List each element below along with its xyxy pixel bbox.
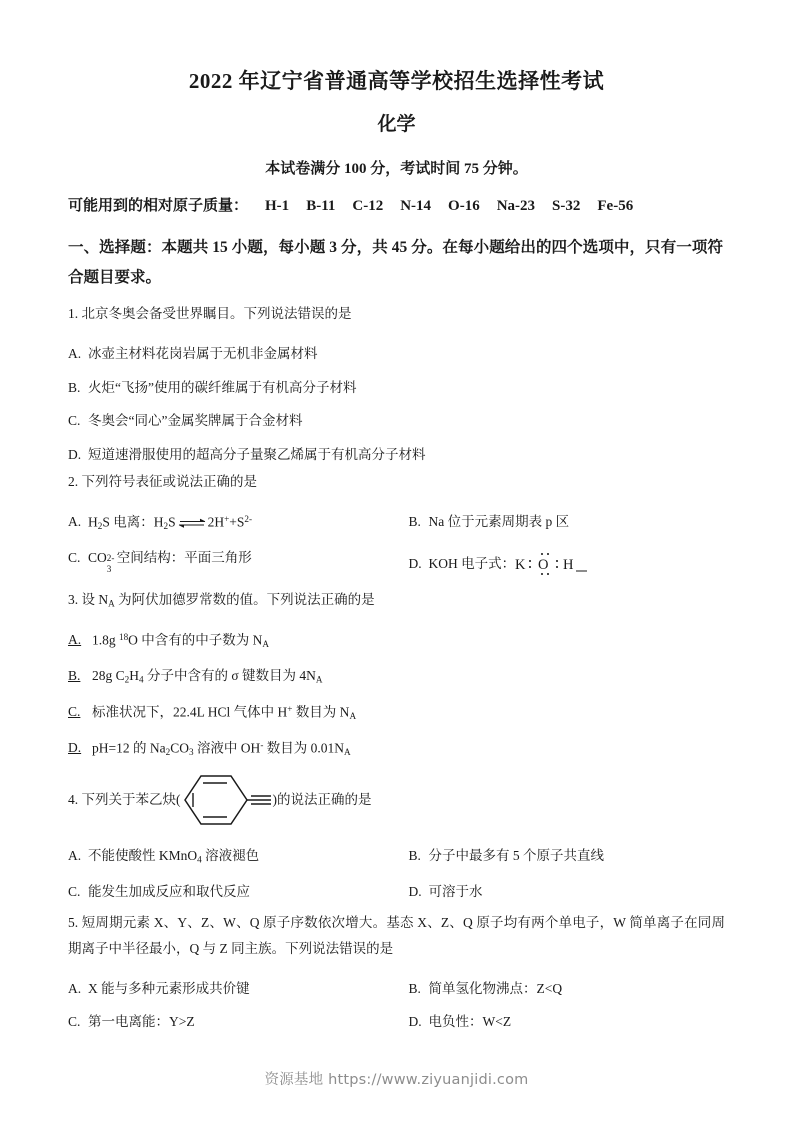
atomic-mass-c: C-12 — [352, 198, 384, 215]
question-stem — [68, 898, 725, 961]
option-text: 第一电离能：Y>Z — [88, 1014, 195, 1030]
option-text: 冰壶主材料花岗岩属于无机非金属材料 — [88, 346, 318, 362]
svg-text:K: K — [515, 556, 526, 573]
option-letter: B. — [68, 668, 81, 684]
question-stem-text: 北京冬奥会备受世界瞩目。下列说法错误的是 — [81, 306, 352, 322]
option-c[interactable] — [68, 995, 397, 1029]
option-letter: C. — [68, 549, 81, 565]
option-text: pH=12 的 $Na_2CO_3$ 溶液中 OH- 数目为 $0.01N_A$ — [92, 739, 351, 757]
atomic-mass-label: 可能用到的相对原子质量： — [68, 198, 249, 215]
question-stem — [68, 579, 725, 613]
option-list — [68, 829, 725, 898]
option-a[interactable] — [68, 829, 397, 865]
atomic-mass-h: H-1 — [265, 198, 290, 215]
option-row — [68, 721, 725, 757]
option-row — [68, 531, 725, 579]
option-letter: B. — [408, 980, 421, 996]
option-b[interactable] — [68, 649, 725, 685]
option-letter: D. — [408, 555, 422, 571]
option-d[interactable] — [397, 865, 726, 899]
question-number: 4. — [68, 792, 79, 808]
section-heading: 一、选择题：本题共 15 小题，每小题 3 分，共 45 分。在每小题给出的四个选项中，只有一项符合题目要求。 — [68, 238, 723, 287]
option-letter: A. — [68, 980, 82, 996]
option-list — [68, 327, 725, 461]
question-number: 2. — [68, 474, 79, 490]
subject-title: 化学 — [377, 114, 416, 136]
svg-text:O: O — [538, 556, 549, 573]
page-title: 2022 年辽宁省普通高等学校招生选择性考试 — [188, 69, 605, 93]
option-list — [68, 495, 725, 579]
option-c[interactable] — [68, 531, 397, 579]
atomic-mass-b: B-11 — [306, 198, 336, 215]
questions-container — [0, 293, 793, 1028]
question-block — [68, 293, 725, 461]
option-text-carbonate: CO 2- 3 空间结构：平面三角形 — [88, 549, 252, 574]
option-row — [68, 962, 725, 996]
option-text-lewis — [429, 551, 592, 579]
question-number: 5. — [68, 915, 79, 931]
option-d[interactable] — [397, 995, 726, 1029]
question-block — [68, 579, 725, 757]
option-text: 分子中最多有 5 个原子共直线 — [428, 848, 604, 864]
atomic-mass-line — [0, 179, 793, 217]
option-text: 火炬“飞扬”使用的碳纤维属于有机高分子材料 — [88, 379, 357, 395]
option-c[interactable] — [68, 394, 725, 428]
option-text: 1.8g $^{18}$O 中含有的中子数为 $N_A$ — [92, 631, 270, 649]
stem-subscript: A — [108, 598, 115, 609]
option-letter: D. — [408, 883, 422, 899]
option-text: 电负性：W<Z — [428, 1014, 512, 1030]
option-d[interactable] — [68, 721, 725, 757]
option-row — [68, 829, 725, 865]
option-text: X 能与多种元素形成共价键 — [88, 980, 250, 996]
option-row — [68, 428, 725, 462]
option-d[interactable] — [68, 428, 725, 462]
option-row — [68, 327, 725, 361]
exam-meta: 本试卷满分 100 分，考试时间 75 分钟。 — [265, 160, 528, 177]
option-text: 28g $C_2H_4$ 分子中含有的 σ 键数目为 $4N_A$ — [92, 668, 323, 685]
question-block — [68, 757, 725, 898]
question-number: 3. — [68, 591, 79, 607]
equilibrium-arrow-icon — [177, 517, 207, 529]
option-text: Na 位于元素周期表 p 区 — [428, 513, 570, 529]
option-row — [68, 495, 725, 531]
option-b[interactable] — [397, 829, 726, 865]
option-text: 标准状况下，22.4L HCl 气体中 H+ 数目为 $N_A$ — [92, 703, 357, 721]
option-row — [68, 649, 725, 685]
option-row — [68, 865, 725, 899]
option-letter: B. — [408, 513, 421, 529]
option-letter: B. — [68, 379, 81, 395]
option-text-ionization: $H_2S$ 电离：$H_2S$ $2H^++S^{2-}$ — [88, 513, 253, 531]
footer-watermark: 资源基地 https://www.ziyuanjidi.com — [264, 1072, 529, 1088]
option-letter: C. — [68, 1014, 81, 1030]
option-text: 可溶于水 — [428, 883, 483, 899]
option-row — [68, 613, 725, 649]
atomic-mass-na: Na-23 — [496, 198, 536, 215]
option-text: 能发生加成反应和取代反应 — [88, 883, 250, 899]
atomic-mass-fe: Fe-56 — [597, 198, 634, 215]
atomic-mass-s: S-32 — [552, 198, 581, 215]
question-stem-text — [82, 592, 375, 607]
question-number: 1. — [68, 306, 79, 322]
option-list — [68, 613, 725, 757]
option-letter: D. — [68, 740, 82, 756]
question-stem — [68, 461, 725, 495]
lewis-label: KOH 电子式： — [428, 555, 516, 571]
stem-prefix: 设 N — [81, 591, 109, 607]
option-letter: B. — [408, 848, 421, 864]
option-row — [68, 394, 725, 428]
question-block — [68, 898, 725, 1028]
option-row — [68, 685, 725, 721]
option-letter: A. — [68, 848, 82, 864]
atomic-mass-n: N-14 — [400, 198, 432, 215]
question-stem — [68, 757, 725, 829]
option-d[interactable] — [397, 531, 726, 579]
option-a[interactable] — [68, 962, 397, 996]
option-a[interactable] — [68, 327, 725, 361]
option-letter: A. — [68, 346, 82, 362]
phenylacetylene-structure-icon — [181, 772, 273, 828]
question-block — [68, 461, 725, 579]
option-list — [68, 962, 725, 1029]
atomic-mass-o: O-16 — [448, 198, 480, 215]
question-stem-text: 下列符号表征或说法正确的是 — [81, 474, 257, 490]
option-text: 不能使酸性 KMnO$_4$ 溶液褪色 — [88, 848, 260, 865]
option-a[interactable] — [68, 495, 397, 531]
stem-prefix: 下列关于苯乙炔( — [81, 792, 181, 808]
stem-suffix: )的说法正确的是 — [272, 792, 372, 808]
question-stem-text: 短周期元素 X、Y、Z、W、Q 原子序数依次增大。基态 X、Z、Q 原子均有两个单电子，W 简单离子在同周期离子中半径最小，Q 与 Z 同主族。下列说法错误的是 — [68, 915, 726, 956]
option-b[interactable] — [397, 495, 726, 531]
option-row — [68, 995, 725, 1029]
question-stem — [68, 293, 725, 327]
option-letter: D. — [408, 1014, 422, 1030]
option-text: 简单氢化物沸点：Z<Q — [428, 980, 563, 996]
option-letter: D. — [68, 446, 82, 462]
option-letter: C. — [68, 883, 81, 899]
option-c[interactable] — [68, 685, 725, 721]
stem-suffix: 为阿伏加德罗常数的值。下列说法正确的是 — [114, 591, 375, 607]
option-a[interactable] — [68, 613, 725, 649]
option-letter: C. — [68, 704, 81, 720]
option-c[interactable] — [68, 865, 397, 899]
option-letter: A. — [68, 632, 82, 648]
option-letter: C. — [68, 413, 81, 429]
option-b[interactable] — [397, 962, 726, 996]
option-text: 冬奥会“同心”金属奖牌属于合金材料 — [88, 413, 303, 429]
option-b[interactable] — [68, 361, 725, 395]
option-letter: A. — [68, 514, 82, 530]
option-text: 短道速滑服使用的超高分子量聚乙烯属于有机高分子材料 — [88, 446, 426, 462]
option-row — [68, 361, 725, 395]
koh-lewis-structure-icon — [515, 550, 591, 578]
svg-text:H: H — [563, 556, 574, 573]
